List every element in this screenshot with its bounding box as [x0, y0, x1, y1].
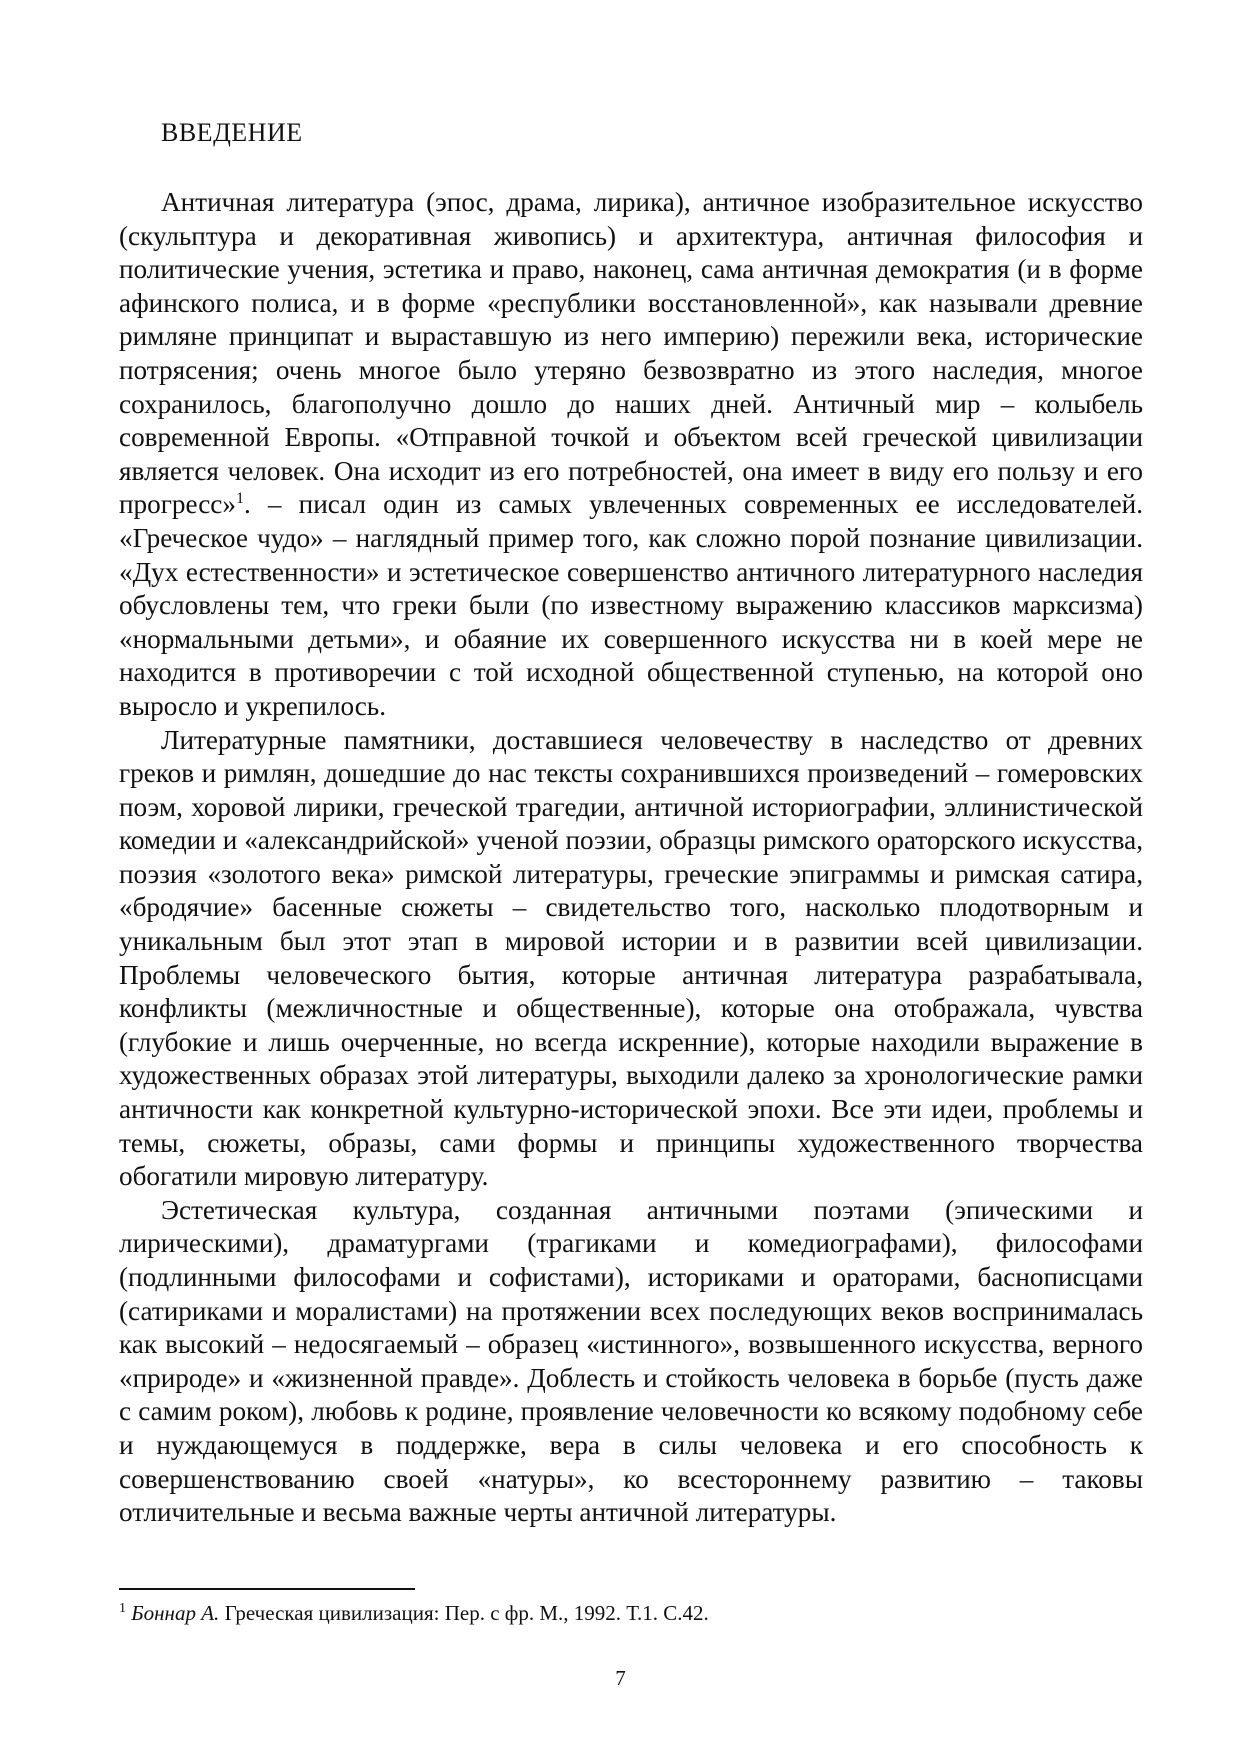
- paragraph-1: [119, 186, 1143, 724]
- paragraph-1-text-a: Античная литература (эпос, драма, лирика), античное изобразительное искусство (скульптура и декоративная живопись) и архитектура, античная философия и политические учения, эстетика и право, наконец, сама античная демократия (и в форме афинского полиса, и в форме «республики восстановленной», как называли древние римляне принципат и выраставшую из него империю) пережили века, исторические потрясения; очень многое было утеряно безвозвратно из этого наследия, многое сохранилось, благополучно дошло до наших дней. Античный мир – колыбель современной Европы. «Отправной точкой и объектом всей греческой цивилизации является человек. Она исходит из его потребностей, она имеет в виду его пользу и его прогресс»: [119, 187, 1143, 520]
- paragraph-3: Эстетическая культура, созданная античными поэтами (эпическими и лирическими), драматургами (трагиками и комедиографами), философами (подлинными философами и софистами), историками и ораторами, баснописцами (сатириками и моралистами) на протяжении всех последующих веков воспринималась как высокий – недосягаемый – образец «истинного», возвышенного искусства, верного «природе» и «жизненной правде». Доблесть и стойкость человека в борьбе (пусть даже с самим роком), любовь к родине, проявление человечности ко всякому подобному себе и нуждающемуся в поддержке, вера в силы человека и его способность к совершенствованию своей «натуры», ко всестороннему развитию – таковы отличительные и весьма важные черты античной литературы.: [119, 1194, 1143, 1528]
- paragraph-2: Литературные памятники, доставшиеся человечеству в наследство от древних греков и римлян, дошедшие до нас тексты сохранившихся произведений – гомеровских поэм, хоровой лирики, греческой трагедии, античной историографии, эллинистической комедии и «александрийской» ученой поэзии, образцы римского ораторского искусства, поэзия «золотого века» римской литературы, греческие эпиграммы и римская сатира, «бродячие» басенные сюжеты – свидетельство того, насколько плодотворным и уникальным был этот этап в мировой истории и в развитии всей цивилизации. Проблемы человеческого бытия, которые античная литература разрабатывала, конфликты (межличностные и общественные), которые она отображала, чувства (глубокие и лишь очерченные, но всегда искренние), которые находили выражение в художественных образах этой литературы, выходили далеко за хронологические рамки античности как конкретной культурно-исторической эпохи. Все эти идеи, проблемы и темы, сюжеты, образы, сами формы и принципы художественного творчества обогатили мировую литературу.: [119, 724, 1143, 1192]
- footnote-author: Боннар А.: [131, 1601, 220, 1625]
- main-text: [119, 186, 1143, 1530]
- footnote: [119, 1600, 1143, 1626]
- footnote-text: Греческая цивилизация: Пер. с фр. М., 1992. Т.1. С.42.: [219, 1601, 709, 1625]
- page-number: 7: [615, 1666, 626, 1690]
- chapter-heading: ВВЕДЕНИЕ: [161, 118, 303, 147]
- footnote-number: 1: [119, 1601, 126, 1616]
- footnote-reference: 1: [235, 490, 244, 508]
- footnote-separator: [119, 1588, 415, 1590]
- paragraph-1-text-b: . – писал один из самых увлеченных современных ее исследователей. «Греческое чудо» – наглядный пример того, как сложно порой познание цивилизации. «Дух естественности» и эстетическое совершенство античного литературного наследия обусловлены тем, что греки были (по известному выражению классиков марксизма) «нормальными детьми», и обаяние их совершенного искусства ни в коей мере не находится в противоречии с той исходной общественной ступенью, на которой оно выросло и укрепилось.: [119, 489, 1143, 721]
